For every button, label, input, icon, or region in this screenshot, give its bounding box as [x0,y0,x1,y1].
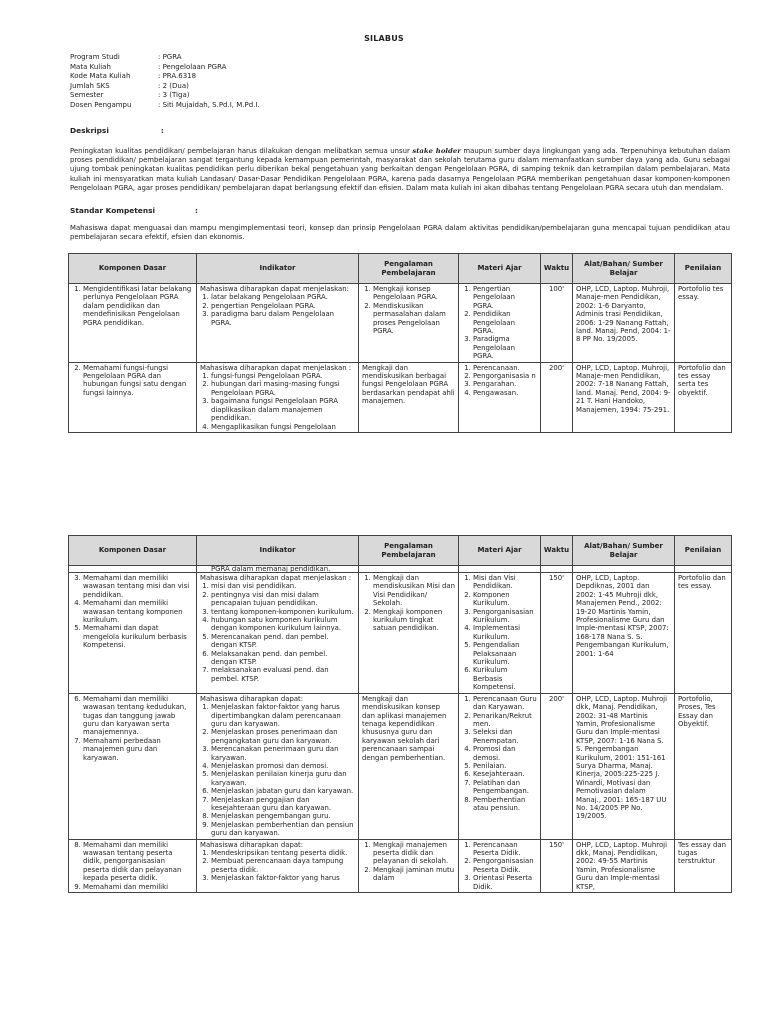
header-indikator: Indikator [197,536,359,566]
cell-alat: OHP, LCD, Laptop. Depdiknas, 2001 dan 2002: 1-45 Muhroji dkk, Manajemen Pend., 2002: 19-20 Martinis Yamin, Profesionalisme Guru dan Imple-mentasi KTSP, 2007: 168-178 Nana S. S. Pengembangan Kurikulum, 2001: 1-64 [573,573,675,694]
header-waktu: Waktu [541,536,573,566]
cell-alat: OHP, LCD, Laptop. Muhroji, Manaje-men Pendidikan, 2002: 1-6 Daryanto, Adminis trasi Pendidikan, 2006: 1-29 Nanang Fattah, land. Manaj. Pend, 2004: 1-8 PP No. 19/2005. [573,284,675,363]
table-row [69,573,732,694]
cell-alat: OHP, LCD, Laptop. Muhroji, Manaje-men Pendidikan, 2002: 7-18 Nanang Fattah, land. Manaj. Pend, 2004: 9-21 T. Hani Handoko, Manajemen, 1994: 75-291. [573,362,675,432]
table-row [69,839,732,892]
cell-kd: 8. Memahami dan memiliki wawasan tentang peserta didik, pengorganisasian peserta didik dan pelayanan kepada peserta didik. 9. Memahami dan memiliki [69,839,197,892]
cell-kd: 6. Memahami dan memiliki wawasan tentang kedudukan, tugas dan tanggung jawab guru dan karyawan serta manajemennya. 7. Memahami perbedaan manajemen guru dan karyawan. [69,693,197,839]
cell-pengalaman: Mengkaji dan mendiskusikan berbagai fungsi Pengelolaan PGRA berdasarkan pendapat ahli manajemen. [359,362,459,432]
header-penilaian: Penilaian [675,536,732,566]
cell-waktu: 150' [541,839,573,892]
cell-indikator: Mahasiswa diharapkan dapat: 1. Mendeskripsikan tentang peserta didik. 2. Membuat perencanaan daya tampung peserta didik. 3. Menjelaskan faktor-faktor yang harus [197,839,359,892]
cell-pengalaman: 1. Mengkaji dan mendiskusikan Misi dan Visi Pendidikan/ Sekolah. 2. Mengkaji komponen kurikulum tingkat satuan pendidikan. [359,573,459,694]
cell-kd: 3. Memahami dan memiliki wawasan tentang misi dan visi pendidikan. 4. Memahami dan memiliki wawasan tentang komponen kurikulum. 5. Memahami dan dapat mengelola kurikulum berbasis Kompetensi. [69,573,197,694]
meta-row: Program Studi : PGRA [70,53,182,61]
header-alat: Alat/Bahan/ Sumber Belajar [573,536,675,566]
continuation-row [69,566,732,573]
cell-pengalaman: 1. Mengkaji konsep Pengelolaan PGRA. 2. Mendiskusikan permasalahan dalam proses Pengelolaan PGRA. [359,284,459,363]
cell-materi: 1. Perencanaan. 2. Pengorganisasia n 3. Pengarahan. 4. Pengawasan. [459,362,541,432]
header-pengalaman: Pengalaman Pembelajaran [359,254,459,284]
header-waktu: Waktu [541,254,573,284]
meta-row: Jumlah SKS : 2 (Dua) [70,81,189,90]
table-header-row [69,536,732,566]
cell-materi: 1. Perencanaan Guru dan Karyawan. 2. Penarikan/Rekrut men. 3. Seleksi dan Penempatan. 4. Promosi dan demosi. 5. Penilaian. 6. Kesejahteraan. 7. Pelatihan dan Pengembangan. 8. Pemberhentian atau pensiun. [459,693,541,839]
header-alat: Alat/Bahan/ Sumber Belajar [573,254,675,284]
cell-waktu: 100' [541,284,573,363]
cell-alat: OHP, LCD, Laptop. Muhroji dkk, Manaj. Pendidikan, 2002: 49-55 Martinis Yamin, Profesionalisme Guru dan Imple-mentasi KTSP, [573,839,675,892]
header-penilaian: Penilaian [675,254,732,284]
cell-waktu: 200' [541,362,573,432]
continuation-text: PGRA dalam memanaj pendidikan. [197,566,359,573]
meta-row: Kode Mata Kuliah : PRA.6318 [70,72,197,80]
deskripsi-text: Peningkatan kualitas pendidikan/ pembelajaran harus dilakukan dengan melibatkan semua unsur stake holder maupun sumber daya lingkungan yang ada. Terpenuhinya kebutuhan dalam proses pendidikan/ pembelajaran sangat tergantung kepada kemampuan pemerintah, masyarakat dan sekolah terutama guru dalam memanfaatkan sumber daya yang ada. Guru sebagai ujung tombak peningkatan kualitas pendidikan perlu diberikan bekal pengetahuan yang berkaitan dengan Pengelolaan PGRA, di samping teknik dan ketrampilan dalam pembelajaran. Mata kuliah ini mensyaratkan mata kuliah Landasan/ Dasar-Dasar Pendidikan Pengelolaan PGRA, karena pada dasarnya Pengelolaan PGRA memberikan pengetahuan dasar komponen-komponen Pengelolaan PGRA, agar proses pendidikan/ pembelajaran dapat berlangsung efektif dan efisien. Dalam mata kuliah ini akan dibahas tentang Pengelolaan PGRA secara utuh dan mendalam. [70,147,731,192]
document-title: SILABUS [364,34,404,43]
table-header-row [69,254,732,284]
header-indikator: Indikator [197,254,359,284]
table-row [69,284,732,363]
cell-indikator: Mahasiswa diharapkan dapat menjelaskan : 1. fungsi-fungsi Pengelolaan PGRA. 2. hubungan dari masing-masing fungsi Pengelolaan PGRA. 3. bagaimana fungsi Pengelolaan PGRA diaplikasikan dalam manajemen pendidikan. 4. Mengaplikasikan fungsi Pengelolaan [197,362,359,432]
cell-penilaian: Portofolio tes essay. [675,284,732,363]
cell-indikator: Mahasiswa diharapkan dapat: 1. Menjelaskan faktor-faktor yang harus dipertimbangkan dalam perencanaan guru dan karyawan. 2. Menjelaskan proses penerimaan dan pengangkatan guru dan karyawan. 3. Merencanakan penerimaan guru dan karyawan. 4. Menjelaskan promosi dan demosi. 5. Menjelaskan penilaian kinerja guru dan karyawan. 6. Menjelaskan jabatan guru dan karyawan. 7. Menjelaskan penggajian dan kesejahteraan guru dan karyawan. 8. Menjelaskan pengembangan guru. 9. Menjelaskan pemberhentian dan pensiun guru dan karyawan. [197,693,359,839]
header-materi: Materi Ajar [459,254,541,284]
deskripsi-heading: Deskripsi : [70,126,164,135]
cell-alat: OHP, LCD, Laptop. Muhroji dkk, Manaj. Pendidikan, 2002: 31-48 Martinis Yamin, Profesionalisme Guru dan Imple-mentasi KTSP, 2007: 1-16 Nana S. S. Pengembangan Kurikulum, 2001: 151-161 Surya Dharma, Manaj. Kinerja, 2005:225-225 J. Winardi, Motivasi dan Pemotivasian dalam Manaj., 2001: 165-187 UU No. 14/2005 PP No. 19/2005. [573,693,675,839]
table-row [69,362,732,432]
cell-waktu: 150' [541,573,573,694]
cell-waktu: 200' [541,693,573,839]
meta-row: Dosen Pengampu : Siti Mujaidah, S.Pd.I, M.Pd.I. [70,100,260,109]
header-komponen: Komponen Dasar [69,254,197,284]
course-info [70,53,260,110]
cell-kd: 2. Memahami fungsi-fungsi Pengelolaan PGRA dan hubungan fungsi satu dengan fungsi lainnya. [69,362,197,432]
cell-materi: 1. Misi dan Visi Pendidikan. 2. Komponen Kurikulum. 3. Pengorganisasian Kurikulum. 4. Implementasi Kurikulum. 5. Pengendalian Pelaksanaan Kurikulum. 6. Kurikulum Berbasis Kompetensi. [459,573,541,694]
cell-penilaian: Portofolio dan tes essay serta tes obyektif. [675,362,732,432]
standar-heading: Standar Kompetensi : [70,206,198,215]
syllabus-table-1 [68,253,732,433]
header-pengalaman: Pengalaman Pembelajaran [359,536,459,566]
cell-materi: 1. Pengertian Pengelolaan PGRA. 2. Pendidikan Pengelolaan PGRA. 3. Paradigma Pengelolaan PGRA. [459,284,541,363]
cell-penilaian: Portofolio, Proses, Tes Essay dan Obyektif. [675,693,732,839]
header-materi: Materi Ajar [459,536,541,566]
cell-indikator: Mahasiswa diharapkan dapat menjelaskan : 1. misi dan visi pendidikan. 2. pentingnya visi dan misi dalam pencapaian tujuan pendidikan. 3. tentang komponen-komponen kurikulum. 4. hubungan satu komponen kurikulum dengan komponen kurikulum lainnya. 5. Merencanakan pend. dan pembel. dengan KTSP. 6. Melaksanakan pend. dan pembel. dengan KTSP. 7. melaksanakan evaluasi pend. dan pembel. KTSP. [197,573,359,694]
cell-indikator: Mahasiswa diharapkan dapat menjelaskan: 1. latar belakang Pengelolaan PGRA. 2. pengertian Pengelolaan PGRA. 3. paradigma baru dalam Pengelolaan PGRA. [197,284,359,363]
table-row [69,693,732,839]
standar-text: Mahasiswa dapat menguasai dan mampu mengimplementasi teori, konsep dan prinsip Pengelolaan PGRA dalam aktivitas pendidikan/pembelajaran guna mencapai tujuan pendidikan atau pembelajaran secara efektif, efsien dan ekonomis. [70,224,730,242]
cell-penilaian: Tes essay dan tugas terstruktur [675,839,732,892]
cell-materi: 1. Perencanaan Peserta Didik. 2. Pengorganisasian Peserta Didik. 3. Orientasi Peserta Didik. [459,839,541,892]
header-komponen: Komponen Dasar [69,536,197,566]
syllabus-table-2 [68,535,732,893]
cell-kd: 1. Mengidentifikasi latar belakang perlunya Pengelolaan PGRA dalam pendidikan dan mendefinisikan Pengelolaan PGRA pendidikan. [69,284,197,363]
meta-row: Semester : 3 (Tiga) [70,91,190,99]
cell-pengalaman: Mengkaji dan mendiskusikan konsep dan aplikasi manajemen tenaga kependidikan khususnya guru dan karyawan sekolah dari perencanaan sampai dengan pemberhentian. [359,693,459,839]
cell-penilaian: Portofolio dan tes essay. [675,573,732,694]
meta-row: Mata Kuliah : Pengelolaan PGRA [70,62,227,71]
cell-pengalaman: 1. Mengkaji manajemen peserta didik dan pelayanan di sekolah. 2. Mengkaji jaminan mutu dalam [359,839,459,892]
